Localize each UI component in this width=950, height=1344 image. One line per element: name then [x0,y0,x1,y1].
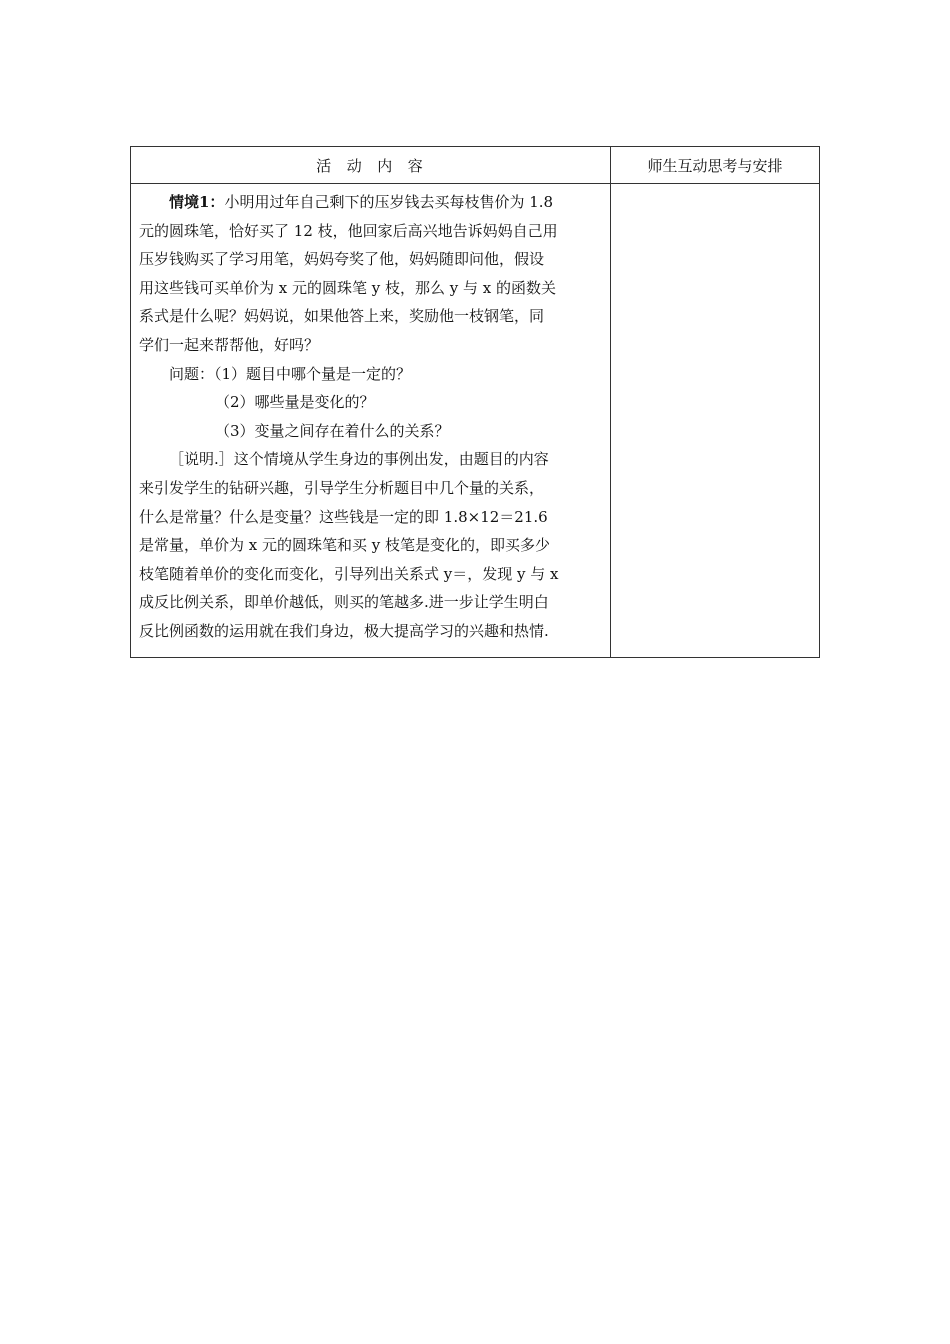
question-2: （2）哪些量是变化的？ [215,393,375,412]
activity-content-cell [131,184,611,658]
explanation-line-7: 反比例函数的运用就在我们身边，极大提高学习的兴趣和热情. [139,621,549,640]
explanation-line-1: ［说明.］这个情境从学生身边的事例出发，由题目的内容 [169,450,549,469]
teacher-student-header-text: 师生互动思考与安排 [647,156,783,175]
explanation-line-6: 成反比例关系，即单价越低，则买的笔越多.进一步让学生明白 [139,593,549,612]
table-header-row [131,147,820,184]
situation-line-1 [139,188,602,217]
situation-text-1: 小明用过年自己剩下的压岁钱去买每枝售价为 1.8 [224,193,554,211]
teacher-student-cell [611,184,820,658]
activity-content-header-text: 活 动 内 容 [316,156,425,175]
situation-line-2: 元的圆珠笔，恰好买了 12 枝，他回家后高兴地告诉妈妈自己用 [139,221,558,240]
explanation-line-3: 什么是常量？什么是变量？这些钱是一定的即 1.8×12＝21.6 [139,507,548,526]
situation-line-4: 用这些钱可买单价为 x 元的圆珠笔 y 枝，那么 y 与 x 的函数关 [139,278,557,297]
explanation-line-2: 来引发学生的钻研兴趣，引导学生分析题目中几个量的关系， [139,478,545,497]
situation-line-3: 压岁钱购买了学习用笔，妈妈夸奖了他，妈妈随即问他，假设 [139,250,545,269]
teacher-student-header [611,147,820,184]
question-1: 问题：（1）题目中哪个量是一定的？ [169,364,412,383]
table-body-row [131,184,820,658]
explanation-line-4: 是常量，单价为 x 元的圆珠笔和买 y 枝笔是变化的，即买多少 [139,536,551,555]
situation-line-6: 学们一起来帮帮他，好吗？ [139,335,320,354]
lesson-plan-table [130,146,820,658]
activity-content-header [131,147,611,184]
situation-line-5: 系式是什么呢？妈妈说，如果他答上来，奖励他一枝钢笔，同 [139,307,545,326]
question-3: （3）变量之间存在着什么的关系？ [215,421,450,440]
situation-label: 情境1： [169,193,225,211]
explanation-line-5: 枝笔随着单价的变化而变化，引导列出关系式 y＝，发现 y 与 x [139,564,559,583]
